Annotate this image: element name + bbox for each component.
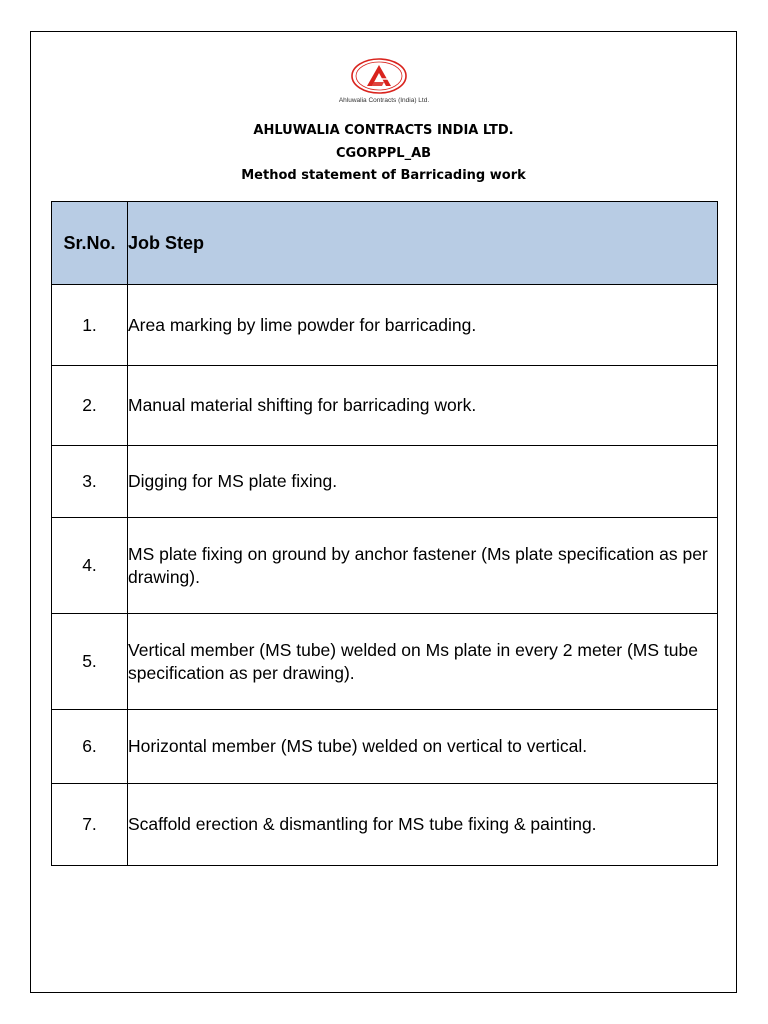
logo-caption: Ahluwalia Contracts (India) Ltd. bbox=[338, 97, 430, 104]
table-row bbox=[52, 366, 718, 446]
row-number: 7. bbox=[52, 784, 128, 866]
company-logo bbox=[322, 55, 446, 111]
table-row bbox=[52, 518, 718, 614]
column-header-job-step: Job Step bbox=[128, 202, 718, 285]
row-number: 2. bbox=[52, 366, 128, 446]
row-number: 1. bbox=[52, 285, 128, 366]
company-name: AHLUWALIA CONTRACTS INDIA LTD. bbox=[253, 123, 514, 138]
row-number: 6. bbox=[52, 710, 128, 784]
document-title: Method statement of Barricading work bbox=[241, 168, 526, 183]
row-job-step: MS plate fixing on ground by anchor fastener (Ms plate specification as per drawing). bbox=[128, 518, 718, 614]
row-job-step: Area marking by lime powder for barricading. bbox=[128, 285, 718, 366]
table-row bbox=[52, 784, 718, 866]
job-steps-table bbox=[51, 201, 718, 866]
table-row bbox=[52, 614, 718, 710]
table-row bbox=[52, 285, 718, 366]
row-job-step: Scaffold erection & dismantling for MS tube fixing & painting. bbox=[128, 784, 718, 866]
row-job-step: Vertical member (MS tube) welded on Ms plate in every 2 meter (MS tube specification as per drawing). bbox=[128, 614, 718, 710]
table-row bbox=[52, 446, 718, 518]
row-job-step: Manual material shifting for barricading work. bbox=[128, 366, 718, 446]
ahluwalia-logo-icon bbox=[322, 55, 446, 99]
row-number: 4. bbox=[52, 518, 128, 614]
row-number: 3. bbox=[52, 446, 128, 518]
row-job-step: Horizontal member (MS tube) welded on vertical to vertical. bbox=[128, 710, 718, 784]
table-row bbox=[52, 710, 718, 784]
row-number: 5. bbox=[52, 614, 128, 710]
table-header-row bbox=[52, 202, 718, 285]
project-code: CGORPPL_AB bbox=[335, 146, 432, 161]
row-job-step: Digging for MS plate fixing. bbox=[128, 446, 718, 518]
column-header-srno: Sr.No. bbox=[52, 202, 128, 285]
